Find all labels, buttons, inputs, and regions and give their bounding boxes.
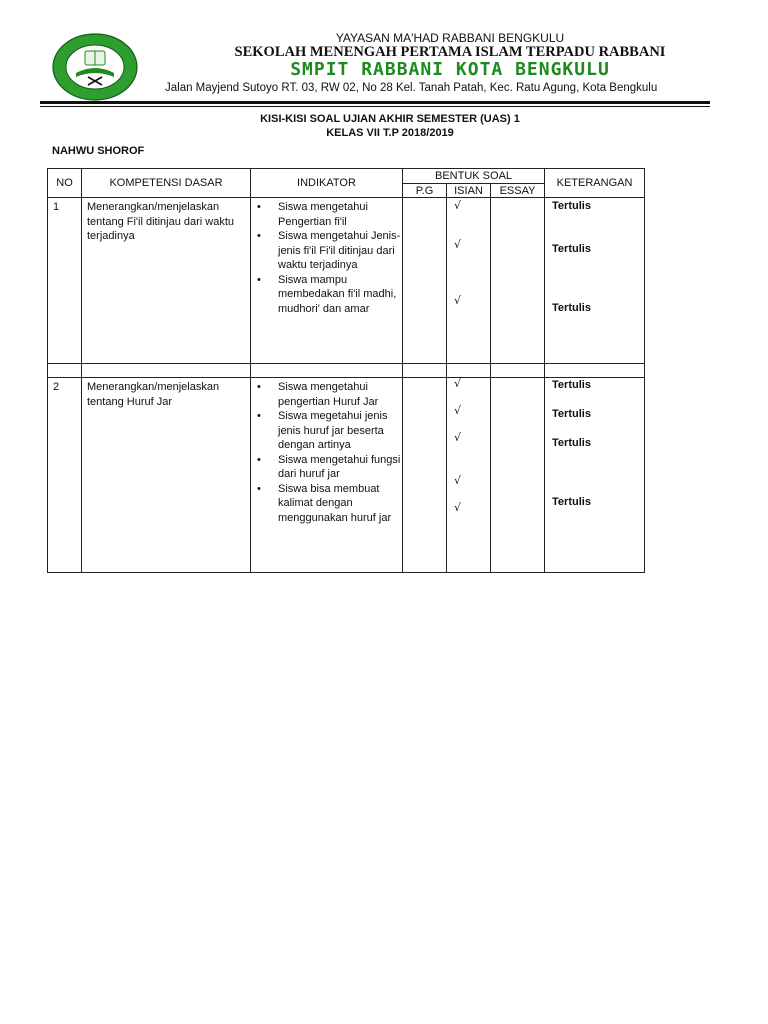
check-mark: √ [454, 501, 462, 514]
school-name: SEKOLAH MENENGAH PERTAMA ISLAM TERPADU RABBANI [234, 44, 666, 60]
check-mark: √ [454, 474, 462, 487]
header-rule-thin [40, 106, 710, 107]
keterangan-text: Tertulis [552, 379, 591, 391]
check-mark: √ [454, 431, 462, 444]
header-keterangan: KETERANGAN [545, 169, 645, 198]
check-mark: √ [454, 377, 462, 390]
school-address: Jalan Mayjend Sutoyo RT. 03, RW 02, No 28 Kel. Tanah Patah, Kec. Ratu Agung, Kota Bengkulu [165, 82, 658, 94]
list-item: • Siswa megetahui jenis jenis huruf jar beserta dengan artinya [251, 409, 402, 453]
school-logo [52, 33, 138, 101]
list-item: • Siswa mengetahui Jenis-jenis fi'il Fi'il ditinjau dari waktu terjadinya [251, 229, 402, 273]
keterangan-text: Tertulis [552, 496, 591, 508]
document-title: KISI-KISI SOAL UJIAN AKHIR SEMESTER (UAS) 1 [260, 113, 520, 125]
list-item: • Siswa mengetahui fungsi dari huruf jar [251, 453, 402, 482]
keterangan-text: Tertulis [552, 200, 591, 212]
indicator-list [251, 198, 402, 316]
kisi-kisi-table [47, 168, 645, 573]
header-no: NO [48, 169, 82, 198]
list-item: • Siswa mengetahui pengertian Huruf Jar [251, 380, 402, 409]
table-row-spacer [48, 364, 645, 378]
header-rule-thick [40, 101, 710, 104]
foundation-name: YAYASAN MA'HAD RABBANI BENGKULU [335, 31, 565, 45]
header-bentuk-soal: BENTUK SOAL [403, 169, 545, 184]
keterangan-text: Tertulis [552, 243, 591, 255]
check-mark: √ [454, 238, 462, 251]
subject-label: NAHWU SHOROF [52, 145, 145, 157]
header-pg: P.G [403, 184, 447, 198]
keterangan-text: Tertulis [552, 408, 591, 420]
table-row [48, 378, 645, 573]
list-item: • Siswa bisa membuat kalimat dengan menggunakan huruf jar [251, 482, 402, 526]
list-item: • Siswa mengetahui Pengertian fi'il [251, 200, 402, 229]
header-essay: ESSAY [491, 184, 545, 198]
table-row [48, 198, 645, 364]
row-number: 2 [53, 381, 60, 393]
kompetensi-dasar-text: Menerangkan/menjelaskan tentang Fi'il ditinjau dari waktu terjadinya [87, 201, 235, 242]
row-number: 1 [53, 201, 60, 213]
check-mark: √ [454, 404, 462, 417]
list-item: • Siswa mampu membedakan fi'il madhi, mudhori' dan amar [251, 273, 402, 317]
header-indikator: INDIKATOR [251, 169, 403, 198]
indicator-list [251, 378, 402, 525]
header-kompetensi-dasar: KOMPETENSI DASAR [82, 169, 251, 198]
document-subtitle: KELAS VII T.P 2018/2019 [326, 127, 454, 139]
keterangan-text: Tertulis [552, 437, 591, 449]
header-isian: ISIAN [447, 184, 491, 198]
check-mark: √ [454, 294, 462, 307]
keterangan-text: Tertulis [552, 302, 591, 314]
kompetensi-dasar-text: Menerangkan/menjelaskan tentang Huruf Jar [87, 381, 220, 408]
school-short-name: SMPIT RABBANI KOTA BENGKULU [290, 59, 610, 80]
check-mark: √ [454, 199, 462, 212]
